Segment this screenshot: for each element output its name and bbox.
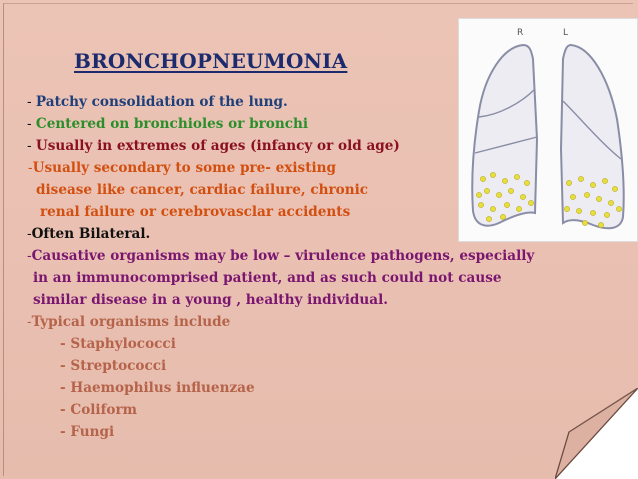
lungs-illustration [459, 19, 637, 241]
consolidation-spot [500, 214, 505, 219]
consolidation-spot [502, 178, 507, 183]
slide-title: BRONCHOPNEUMONIA [74, 49, 348, 73]
consolidation-spot [598, 222, 603, 227]
consolidation-spot [476, 192, 481, 197]
bullet-causative-organisms-line3: similar disease in a young , healthy individual. [33, 292, 388, 308]
xray-label-right: R [517, 28, 524, 38]
organism-item: - Streptococci [60, 358, 167, 374]
organism-item: - Staphylococci [60, 336, 176, 352]
consolidation-spot [564, 206, 569, 211]
xray-label-left: L [563, 28, 569, 38]
consolidation-spot [596, 196, 601, 201]
consolidation-spot [490, 172, 495, 177]
consolidation-spot [524, 180, 529, 185]
page-curl [555, 388, 638, 479]
consolidation-spot [578, 176, 583, 181]
bullet-centered-bronchioles: - Centered on bronchioles or bronchi [27, 116, 309, 132]
organism-item: - Fungi [60, 424, 115, 440]
consolidation-spot [484, 188, 489, 193]
consolidation-spot [616, 206, 621, 211]
consolidation-spot [490, 206, 495, 211]
consolidation-spot [576, 208, 581, 213]
right-lung-shape [472, 45, 537, 226]
consolidation-spot [590, 182, 595, 187]
lung-xray-diagram [458, 18, 638, 242]
bullet-patchy-consolidation: - Patchy consolidation of the lung. [27, 94, 288, 110]
bullet-secondary-disease-line2: disease like cancer, cardiac failure, chronic [36, 182, 369, 198]
consolidation-spot [612, 186, 617, 191]
bullet-causative-organisms: -Causative organisms may be low – virulence pathogens, especially [27, 248, 535, 264]
consolidation-spot [504, 202, 509, 207]
consolidation-spot [604, 212, 609, 217]
consolidation-spot [582, 220, 587, 225]
consolidation-spot [486, 216, 491, 221]
consolidation-spot [508, 188, 513, 193]
organism-item: - Coliform [60, 402, 138, 418]
bullet-secondary-disease-line3: renal failure or cerebrovasclar accidents [40, 204, 351, 220]
consolidation-spot [520, 194, 525, 199]
bullet-causative-organisms-line2: in an immunocomprised patient, and as such could not cause [33, 270, 502, 286]
consolidation-spot [496, 192, 501, 197]
organism-item: - Haemophilus influenzae [60, 380, 255, 396]
consolidation-spot [608, 200, 613, 205]
consolidation-spot [584, 192, 589, 197]
consolidation-spot [602, 178, 607, 183]
consolidation-spot [528, 200, 533, 205]
consolidation-spot [514, 174, 519, 179]
bullet-often-bilateral: -Often Bilateral. [27, 226, 151, 242]
consolidation-spot [478, 202, 483, 207]
consolidation-spot [590, 210, 595, 215]
bullet-typical-organisms: -Typical organisms include [27, 314, 231, 330]
consolidation-spot [516, 206, 521, 211]
bullet-extremes-of-age: - Usually in extremes of ages (infancy or old age) [27, 138, 400, 154]
bullet-secondary-disease: -Usually secondary to some pre- existing [28, 160, 337, 176]
left-lung-shape [561, 45, 624, 228]
consolidation-spot [566, 180, 571, 185]
consolidation-spot [570, 194, 575, 199]
consolidation-spot [480, 176, 485, 181]
